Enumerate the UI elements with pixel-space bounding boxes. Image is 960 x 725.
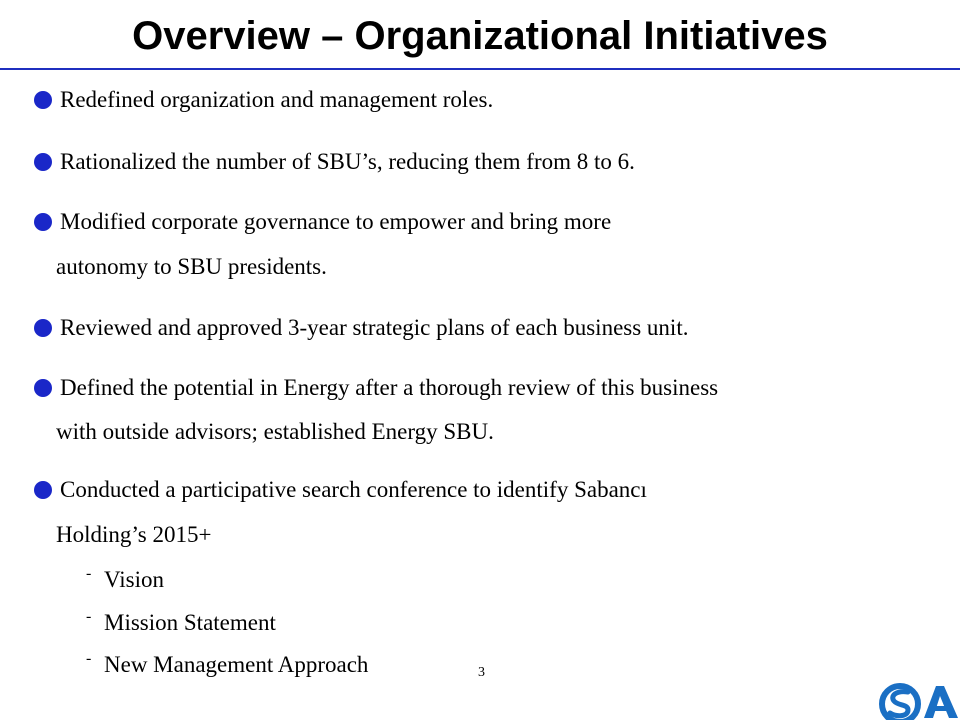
bullet-text-continuation: autonomy to SBU presidents.	[56, 254, 327, 279]
bullet-text: Redefined organization and management roles.	[60, 87, 494, 112]
slide-title: Overview – Organizational Initiatives	[132, 14, 828, 58]
bullet-text-continuation: with outside advisors; established Energy SBU.	[56, 419, 494, 444]
bullet-text: Defined the potential in Energy after a thorough review of this business	[60, 375, 719, 400]
bullet-dot	[34, 481, 52, 499]
sub-item-dash-icon: -	[86, 565, 92, 582]
sub-item-dash-icon: -	[86, 608, 92, 625]
bullet-text-continuation: Holding’s 2015+	[56, 522, 212, 547]
page-number: 3	[478, 665, 485, 680]
sub-item-dash-icon: -	[86, 650, 92, 667]
sub-item: Vision	[104, 567, 164, 592]
sabanci-logo	[878, 680, 960, 720]
bullet-text: Rationalized the number of SBU’s, reducing them from 8 to 6.	[60, 149, 635, 174]
bullet-text: Reviewed and approved 3-year strategic plans of each business unit.	[60, 315, 689, 340]
bullet-dot	[34, 213, 52, 231]
bullet-dot	[34, 319, 52, 337]
title-divider	[0, 68, 960, 70]
bullet-dot	[34, 379, 52, 397]
bullet-dot	[34, 91, 52, 109]
bullet-dot	[34, 153, 52, 171]
sub-item: New Management Approach	[104, 652, 369, 677]
bullet-text: Modified corporate governance to empower and bring more	[60, 209, 612, 234]
sub-item: Mission Statement	[104, 610, 276, 635]
bullet-text: Conducted a participative search conference to identify Sabancı	[60, 477, 647, 502]
